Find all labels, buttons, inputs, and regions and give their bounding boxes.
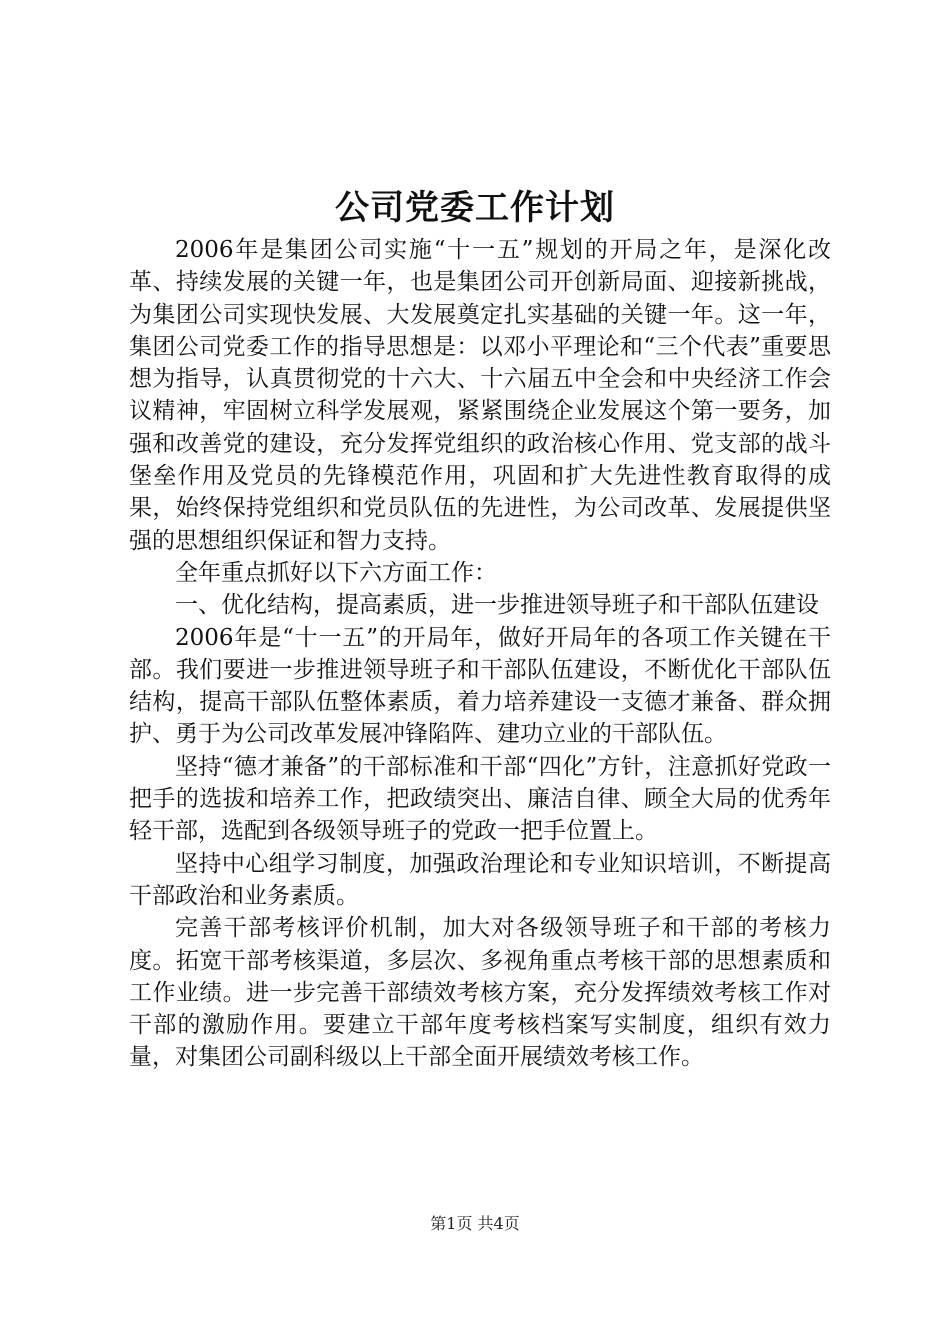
paragraph-intro: 2006年是集团公司实施“十一五”规划的开局之年，是深化改革、持续发展的关键一年，也是集团公司开创新局面、迎接新挑战，为集团公司实现快发展、大发展奠定扎实基础的关键一年。这一年，集团公司党委工作的指导思想是：以邓小平理论和“三个代表”重要思想为指导，认真贯彻党的十六大、十六届五中全会和中央经济工作会议精神，牢固树立科学发展观，紧紧围绕企业发展这个第一要务，加强和改善党的建设，充分发挥党组织的政治核心作用、党支部的战斗堡垒作用及党员的先锋模范作用，巩固和扩大先进性教育取得的成果，始终保持党组织和党员队伍的先进性，为公司改革、发展提供坚强的思想组织保证和智力支持。 [129,237,831,554]
paragraph-section-1-intro: 2006年是“十一五”的开局年，做好开局年的各项工作关键在干部。我们要进一步推进领导班子和干部队伍建设，不断优化干部队伍结构，提高干部队伍整体素质，着力培养建设一支德才兼备、群众拥护、勇于为公司改革发展冲锋陷阵、建功立业的干部队伍。 [129,624,831,748]
paragraph-evaluation: 完善干部考核评价机制，加大对各级领导班子和干部的考核力度。拓宽干部考核渠道，多层次、多视角重点考核干部的思想素质和工作业绩。进一步完善干部绩效考核方案，充分发挥绩效考核工作对干部的激励作用。要建立干部年度考核档案写实制度，组织有效力量，对集团公司副科级以上干部全面开展绩效考核工作。 [129,915,831,1071]
page-footer: 第1页 共4页 [430,1214,520,1233]
document-title: 公司党委工作计划 [335,188,615,228]
paragraph-overview: 全年重点抓好以下六方面工作： [175,559,497,586]
document-body [129,234,831,1074]
paragraph-study-system: 坚持中心组学习制度，加强政治理论和专业知识培训，不断提高干部政治和业务素质。 [129,850,831,909]
paragraph-cadre-standard: 坚持“德才兼备”的干部标准和干部“四化”方针，注意抓好党政一把手的选拔和培养工作，把政绩突出、廉洁自律、顾全大局的优秀年轻干部，选配到各级领导班子的党政一把手位置上。 [129,753,831,845]
section-heading-1: 一、优化结构，提高素质，进一步推进领导班子和干部队伍建设 [175,592,819,619]
